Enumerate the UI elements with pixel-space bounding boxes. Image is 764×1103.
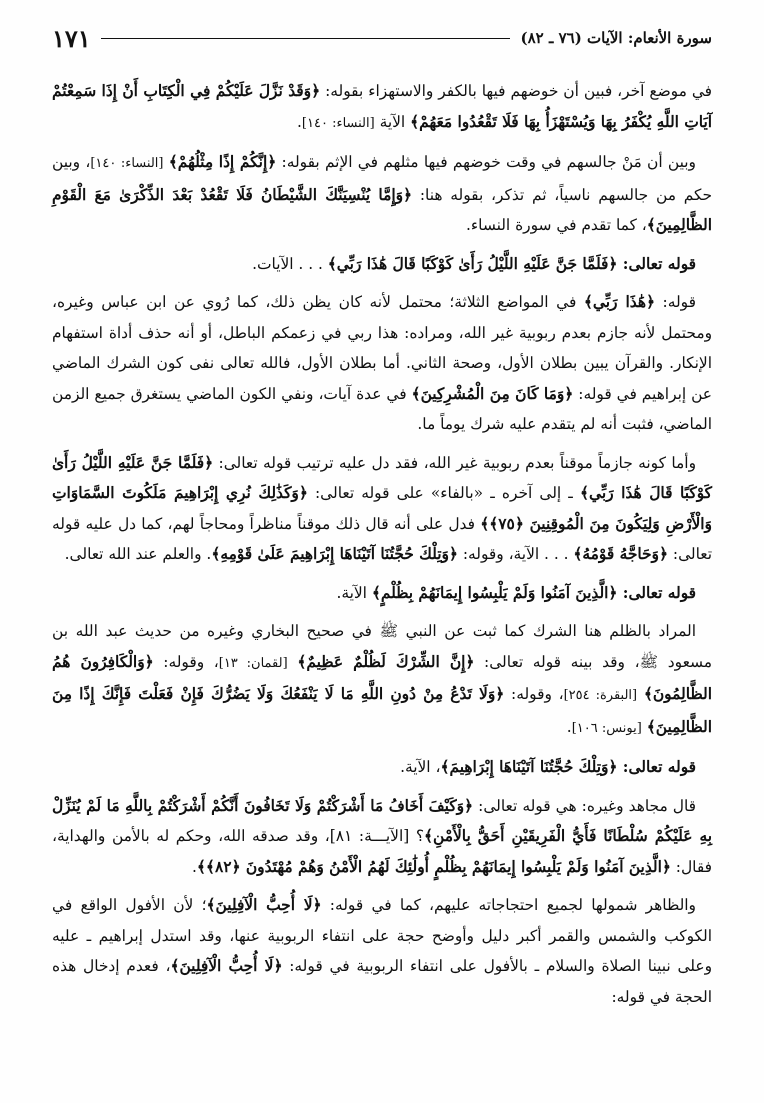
quran-verse: ﴿وَلَا تَدْعُ مِنْ دُونِ اللَّهِ مَا لَا يَنْفَعُكَ وَلَا يَضُرُّكَ فَإِنْ فَعَلْتَ فَإِنَّكَ إِذًا مِنَ الظَّالِمِينَ﴾ [52,685,712,736]
paragraph-text: ، الآية. [400,758,441,776]
quran-verse: ﴿لَا أُحِبُّ الْآفِلِينَ﴾ [170,957,283,975]
paragraph-text: ، فعدم إدخال هذه الحجة في قوله: [52,957,712,1006]
quran-verse: ﴿وَتِلْكَ حُجَّتُنَا آتَيْنَاهَا إِبْرَاهِيمَ عَلَىٰ قَوْمِهِ﴾ [211,545,458,563]
paragraph-text: ، وقوله: [153,652,219,671]
page-body [52,76,712,1012]
quran-verse: ﴿وَإِمَّا يُنْسِيَنَّكَ الشَّيْطَانُ فَلَا تَقْعُدْ بَعْدَ الذِّكْرَىٰ مَعَ الْقَوْمِ الظَّالِمِينَ﴾ [52,185,712,234]
paragraph [52,76,712,139]
paragraph-text: وأما كونه جازماً موقناً بعدم ربوبية غير الله، فقد دل عليه ترتيب قوله تعالى: [213,453,696,472]
paragraph-text: وبين أن مَنْ جالسهم في وقت خوضهم فيها مثلهم في الإثم بقوله: [276,153,696,171]
quran-verse: ﴿وَمَا كَانَ مِنَ الْمُشْرِكِينَ﴾ [411,384,574,403]
paragraph-text: والظاهر شمولها لجميع احتجاجاته عليهم، كما في قوله: [321,896,696,914]
paragraph-text: ، وبين حكم من جالسهم ناسياً، ثم تذكر، بقوله هنا: [52,153,712,204]
verse-reference: [يونس: ١٠٦] [571,720,642,736]
paragraph-text: فدل على أنه قال ذلك موقناً مناظراً ومحاجاً لهم، كما دل عليه قوله تعالى: [52,514,712,563]
page-header [52,22,712,54]
paragraph-text: في المواضع الثلاثة؛ محتمل لأنه كان يظن ذلك، كما رُوي عن ابن عباس وغيره، ومحتمل لأنه جازم بعدم ربوبية غير الله، ومراده: هذا ربي في زعمكم الباطل، أو أنه حذف أداة استفهام الإنكار. والقرآن يبين بطلان الأول، وصحة الثاني. أما بطلان الأول، فالله تعالى نفى كون الشرك الماضي عن إبراهيم في قوله: [52,293,712,403]
paragraph-text: في عدة آيات، ونفي الكون الماضي يستغرق جميع الزمن الماضي، فثبت أنه لم يتقدم عليه شرك يوماً ما. [52,384,712,433]
paragraph-text: . [566,717,572,736]
paragraph-text: . والعلم عند الله تعالى. [64,545,212,563]
paragraph-text: المراد بالظلم هنا الشرك كما ثبت عن النبي ﷺ في صحيح البخاري وغيره من حديث عبد الله بن مسعود ﷺ، وقد بينه قوله تعالى: [52,622,712,671]
quran-verse: ﴿وَكَيْفَ أَخَافُ مَا أَشْرَكْتُمْ وَلَا تَخَافُونَ أَنَّكُمْ أَشْرَكْتُمْ بِاللَّهِ مَا لَمْ يُنَزِّلْ بِهِ عَلَيْكُمْ سُلْطَانًا فَأَيُّ الْفَرِيقَيْنِ أَحَقُّ بِالْأَمْنِ﴾ [52,796,713,845]
quran-verse: ﴿الَّذِينَ آمَنُوا وَلَمْ يَلْبِسُوا إِيمَانَهُمْ بِظُلْمٍ أُولَٰئِكَ لَهُمُ الْأَمْنُ وَهُمْ مُهْتَدُونَ ﴿٨٢﴾﴾ [196,857,671,876]
paragraph [52,791,712,883]
paragraph [52,287,712,440]
quran-verse: ﴿الَّذِينَ آمَنُوا وَلَمْ يَلْبِسُوا إِيمَانَهُمْ بِظُلْمٍ﴾ [371,583,618,602]
paragraph [52,147,712,241]
quran-verse: ﴿وَالْكَافِرُونَ هُمُ الظَّالِمُونَ﴾ [52,652,712,703]
paragraph [52,249,712,280]
page-number: ١٧١ [52,23,91,53]
paragraph-text: . . . الآيات. [252,254,328,273]
paragraph-text: . . . الآية، وقوله: [457,545,574,563]
paragraph-text: في موضع آخر، فبين أن خوضهم فيها بالكفر والاستهزاء بقوله: [320,82,713,100]
section-label: قوله تعالى: [617,758,696,776]
verse-reference: [النساء: ١٤٠] [90,156,164,171]
verse-reference: [النساء: ١٤٠] [301,115,375,131]
quran-verse: ﴿هَٰذَا رَبِّي﴾ [583,293,655,311]
paragraph-text: قوله: [654,293,696,311]
quran-verse: ﴿وَتِلْكَ حُجَّتُنَا آتَيْنَاهَا إِبْرَاهِيمَ﴾ [440,758,618,776]
verse-reference: [البقرة: ٢٥٤] [563,688,638,703]
quran-verse: ﴿إِنَّ الشِّرْكَ لَظُلْمٌ عَظِيمٌ﴾ [297,652,475,671]
quran-verse: ﴿إِنَّكُمْ إِذًا مِثْلُهُمْ﴾ [168,153,277,171]
quran-verse: ﴿فَلَمَّا جَنَّ عَلَيْهِ اللَّيْلُ رَأَىٰ كَوْكَبًا قَالَ هَٰذَا رَبِّي﴾ [327,254,618,273]
paragraph-text: ، وقوله: [504,685,564,703]
quran-verse: ﴿وَحَاجَّهُ قَوْمُهُ﴾ [573,545,668,563]
paragraph-text: ، كما تقدم في سورة النساء. [466,216,647,234]
paragraph-text: الآية. [336,583,372,602]
paragraph-text: قال مجاهد وغيره: هي قوله تعالى: [473,796,697,815]
paragraph [52,448,712,570]
paragraph [52,890,712,1012]
surah-title: سورة الأنعام: الآيات (٧٦ ـ ٨٢) [520,29,712,47]
section-label: قوله تعالى: [617,583,696,602]
paragraph-text: . [297,112,302,131]
verse-reference: [لقمان: ١٣] [218,655,288,671]
quran-verse: ﴿لَا أُحِبُّ الْآفِلِينَ﴾ [206,896,322,914]
paragraph-text: . [191,857,197,876]
paragraph [52,616,712,744]
quran-verse: ﴿وَكَذَٰلِكَ نُرِي إِبْرَاهِيمَ مَلَكُوتَ السَّمَاوَاتِ وَالْأَرْضِ وَلِيَكُونَ مِنَ الْمُوقِنِينَ ﴿٧٥﴾﴾ [52,484,712,533]
header-rule [101,38,511,39]
paragraph-text [637,685,644,703]
quran-verse: ﴿فَلَمَّا جَنَّ عَلَيْهِ اللَّيْلُ رَأَىٰ كَوْكَبًا قَالَ هَٰذَا رَبِّي﴾ [52,453,712,502]
paragraph-text: الآية [374,112,411,131]
quran-verse: ﴿وَقَدْ نَزَّلَ عَلَيْكُمْ فِي الْكِتَابِ أَنْ إِذَا سَمِعْتُمْ آيَاتِ اللَّهِ يُكْفَرُ بِهَا وَيُسْتَهْزَأُ بِهَا فَلَا تَقْعُدُوا مَعَهُمْ﴾ [52,82,712,131]
paragraph [52,578,712,609]
paragraph-text: ـ إلى آخره ـ «بالفاء» على قوله تعالى: [307,484,580,502]
paragraph-text: ؛ لأن الأفول الواقع في الكوكب والشمس والقمر أكبر دليل وأوضح حجة على انتفاء الربوبية عنها، وقد استدل إبراهيم ـ عليه وعلى نبينا الصلاة والسلام ـ بالأفول على انتفاء الربوبية في قوله: [52,896,712,975]
paragraph-text: ؟ [الآيـــة: ٨١]، وقد صدقه الله، وحكم له بالأمن والهداية، فقال: [52,827,712,876]
section-label: قوله تعالى: [617,254,696,273]
paragraph [52,752,712,783]
paragraph-text [288,653,298,671]
